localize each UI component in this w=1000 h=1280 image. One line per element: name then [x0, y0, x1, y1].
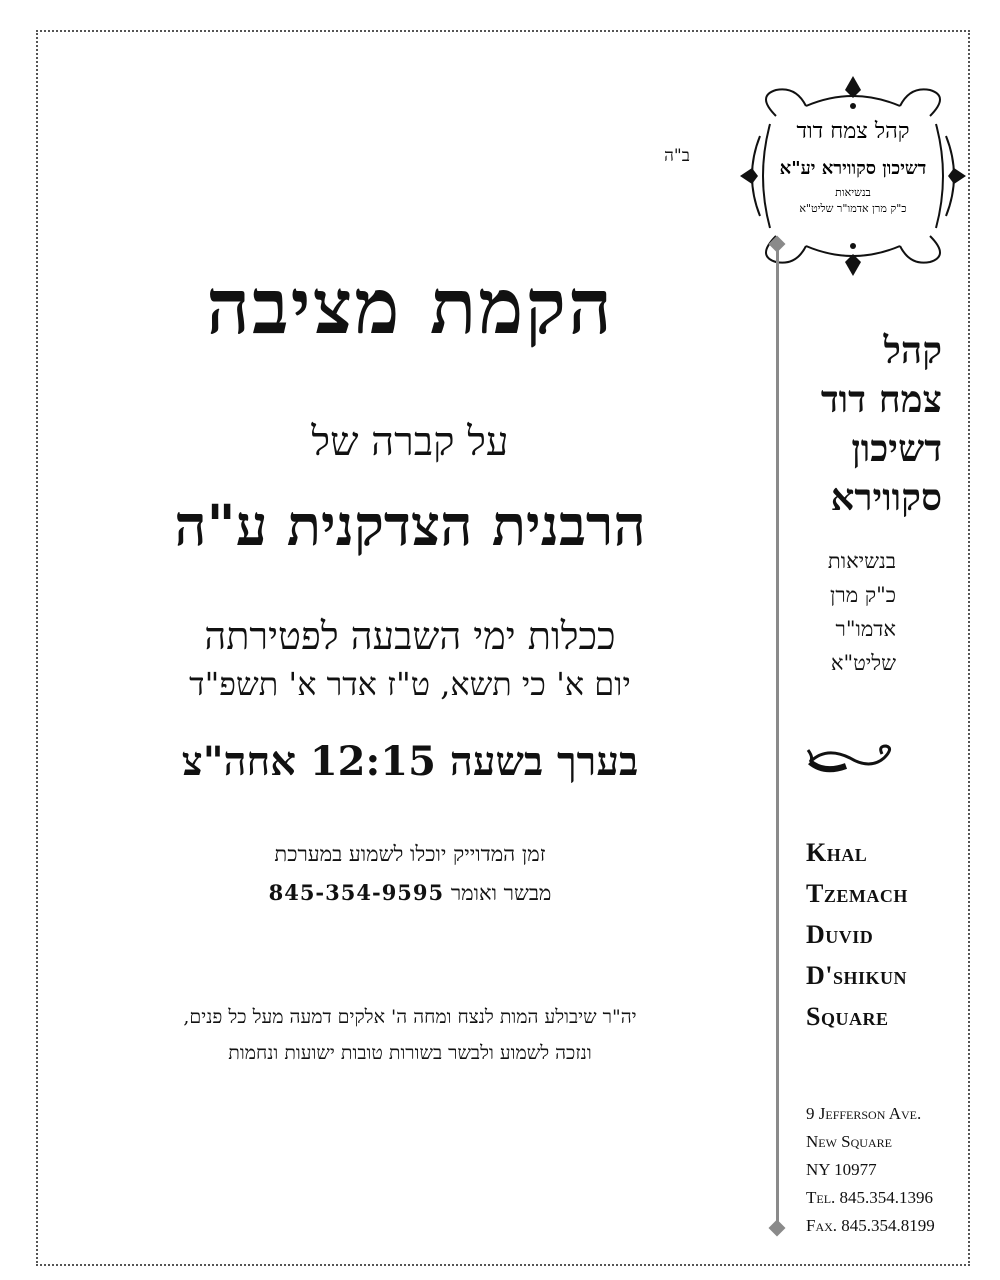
logo-line-4: כ"ק מרן אדמו"ר שליט"א: [799, 202, 907, 215]
prayer-line-1: יה"ר שיבולע המות לנצח ומחה ה' אלקים דמעה מעל כל פנים,: [183, 1006, 637, 1028]
bh-header: ב"ה: [664, 146, 690, 166]
hear-info-line: זמן המדוייק יוכלו לשמוע במערכת: [274, 842, 546, 866]
logo-line-2: דשיכון סקווירא יע"א: [779, 158, 927, 179]
hotline-name: מבשר ואומר: [450, 881, 552, 905]
nesiut-line: בנשיאות: [827, 549, 896, 573]
address-line: NY 10977: [806, 1160, 877, 1179]
sidebar-hebrew-name: [796, 326, 942, 522]
sidebar-heb-line: סקווירא: [830, 475, 942, 519]
logo-line-1: קהל צמח דוד: [796, 119, 910, 144]
phone-line: Tel. 845.354.1396: [806, 1188, 934, 1207]
address-line: 9 Jefferson Ave.: [806, 1104, 922, 1123]
nesiut-line: שליט"א: [830, 651, 896, 675]
swash-ornament-icon: [806, 740, 898, 784]
deceased-name: הרבנית הצדקנית ע"ה: [174, 493, 646, 559]
subtitle: על קברה של: [311, 419, 509, 465]
sidebar-english-name: [806, 832, 908, 1037]
nesiut-line: כ"ק מרן: [830, 583, 896, 607]
hear-phone-line: [60, 880, 760, 906]
address-line: New Square: [806, 1132, 892, 1151]
sidebar-heb-line: דשיכון: [851, 426, 942, 470]
event-time: בערך בשעה 12:15 אחה"צ: [181, 738, 639, 785]
sidebar-en-line: Duvid: [806, 920, 874, 949]
nesiut-line: אדמו"ר: [835, 617, 896, 641]
fax-line: Fax. 845.354.8199: [806, 1216, 935, 1235]
sidebar-heb-line: קהל: [883, 328, 942, 372]
prayer-line-2: ונזכה לשמוע ולבשר בשורות טובות ישועות ונחמות: [228, 1042, 592, 1064]
hotline-phone: 845-354-9595: [268, 880, 445, 905]
sidebar-nesiut: [796, 544, 896, 680]
sidebar-en-line: Tzemach: [806, 879, 908, 908]
shiva-line: ככלות ימי השבעה לפטירתה: [204, 614, 616, 658]
sidebar-heb-line: צמח דוד: [820, 377, 942, 421]
sidebar-en-line: D'shikun: [806, 961, 908, 990]
sidebar-address: [806, 1100, 935, 1240]
flyer-title: הקמת מציבה: [206, 262, 614, 351]
vertical-divider: [776, 246, 779, 1230]
event-date: יום א' כי תשא, ט"ז אדר א' תשפ"ד: [189, 665, 631, 703]
logo-line-3: בנשיאות: [835, 186, 871, 199]
sidebar-en-line: Khal: [806, 838, 868, 867]
sidebar-en-line: Square: [806, 1002, 889, 1031]
